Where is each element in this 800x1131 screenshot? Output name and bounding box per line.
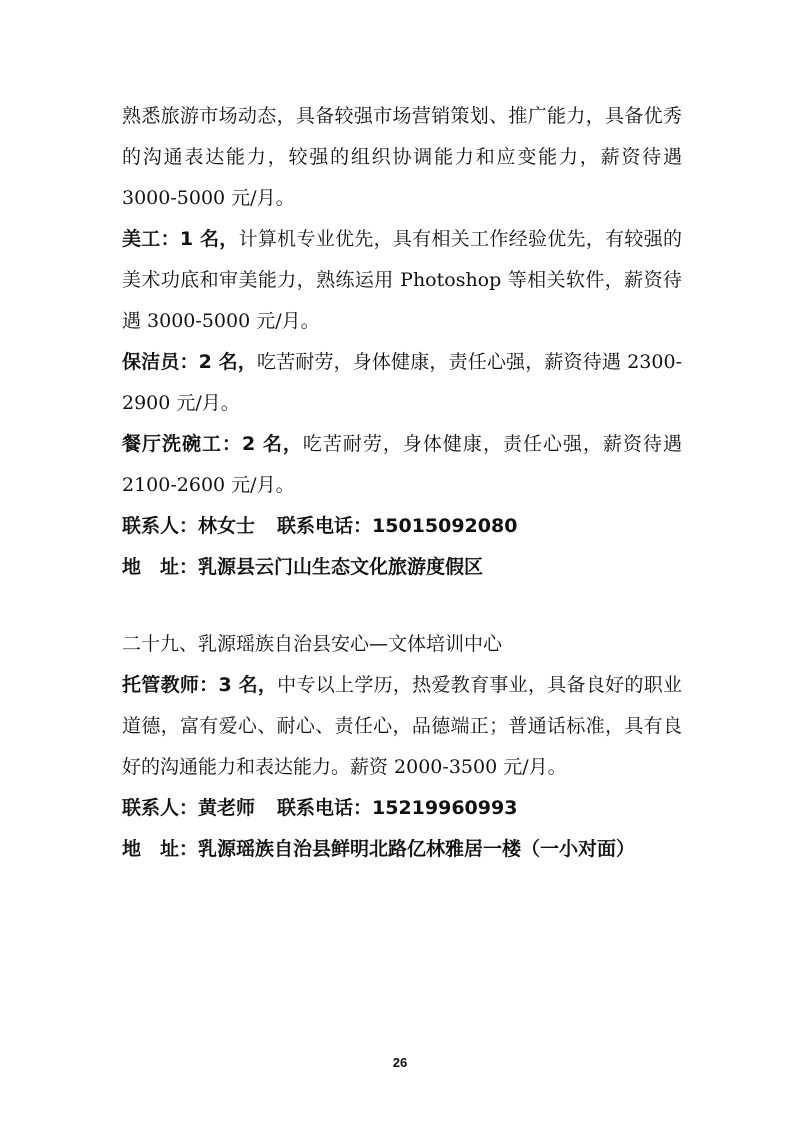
job-meigong [122,219,682,342]
contact-line [122,788,682,829]
contact-person: 联系人：林女士 [122,515,256,537]
job-description: 计算机专业优先，具有相关工作经验优先，有较强的美术功底和审美能力，熟练运用 Photoshop 等相关软件，薪资待遇 3000-5000 元/月。 [122,228,682,332]
job-title: 托管教师：3 名， [122,674,278,696]
job-title: 餐厅洗碗工：2 名， [122,433,303,455]
job-description: 中专以上学历，热爱教育事业，具备良好的职业道德，富有爱心、耐心、责任心，品德端正；普通话标准，具有良好的沟通能力和表达能力。薪资 2000-3500 元/月。 [122,674,682,778]
document-page [122,96,682,870]
address-text: 乳源瑶族自治县鲜明北路亿林雅居一楼（一小对面） [198,838,636,860]
job-baojieyuan [122,342,682,424]
contact-phone: 联系电话：15219960993 [277,797,518,819]
job-description: 吃苦耐劳，身体健康，责任心强，薪资待遇 2100-2600 元/月。 [122,433,682,496]
address-line [122,547,682,588]
contact-line [122,506,682,547]
page-number: 26 [392,1055,408,1070]
job-xiwangong [122,424,682,506]
address-label: 地 址： [122,556,199,578]
address-text: 乳源县云门山生态文化旅游度假区 [198,556,484,578]
contact-phone: 联系电话：15015092080 [277,515,518,537]
job-tuoguan-jiaoshi [122,665,682,788]
address-label: 地 址： [122,838,199,860]
intro-paragraph: 熟悉旅游市场动态，具备较强市场营销策划、推广能力，具备优秀的沟通表达能力，较强的组织协调能力和应变能力，薪资待遇 3000-5000 元/月。 [122,105,682,209]
job-title: 美工：1 名， [122,228,239,250]
job-description: 吃苦耐劳，身体健康，责任心强，薪资待遇 2300-2900 元/月。 [122,351,682,414]
address-line [122,829,682,870]
job-title: 保洁员：2 名， [122,351,257,373]
section-heading: 二十九、乳源瑶族自治县安心—文体培训中心 [122,633,503,655]
contact-person: 联系人：黄老师 [122,797,256,819]
